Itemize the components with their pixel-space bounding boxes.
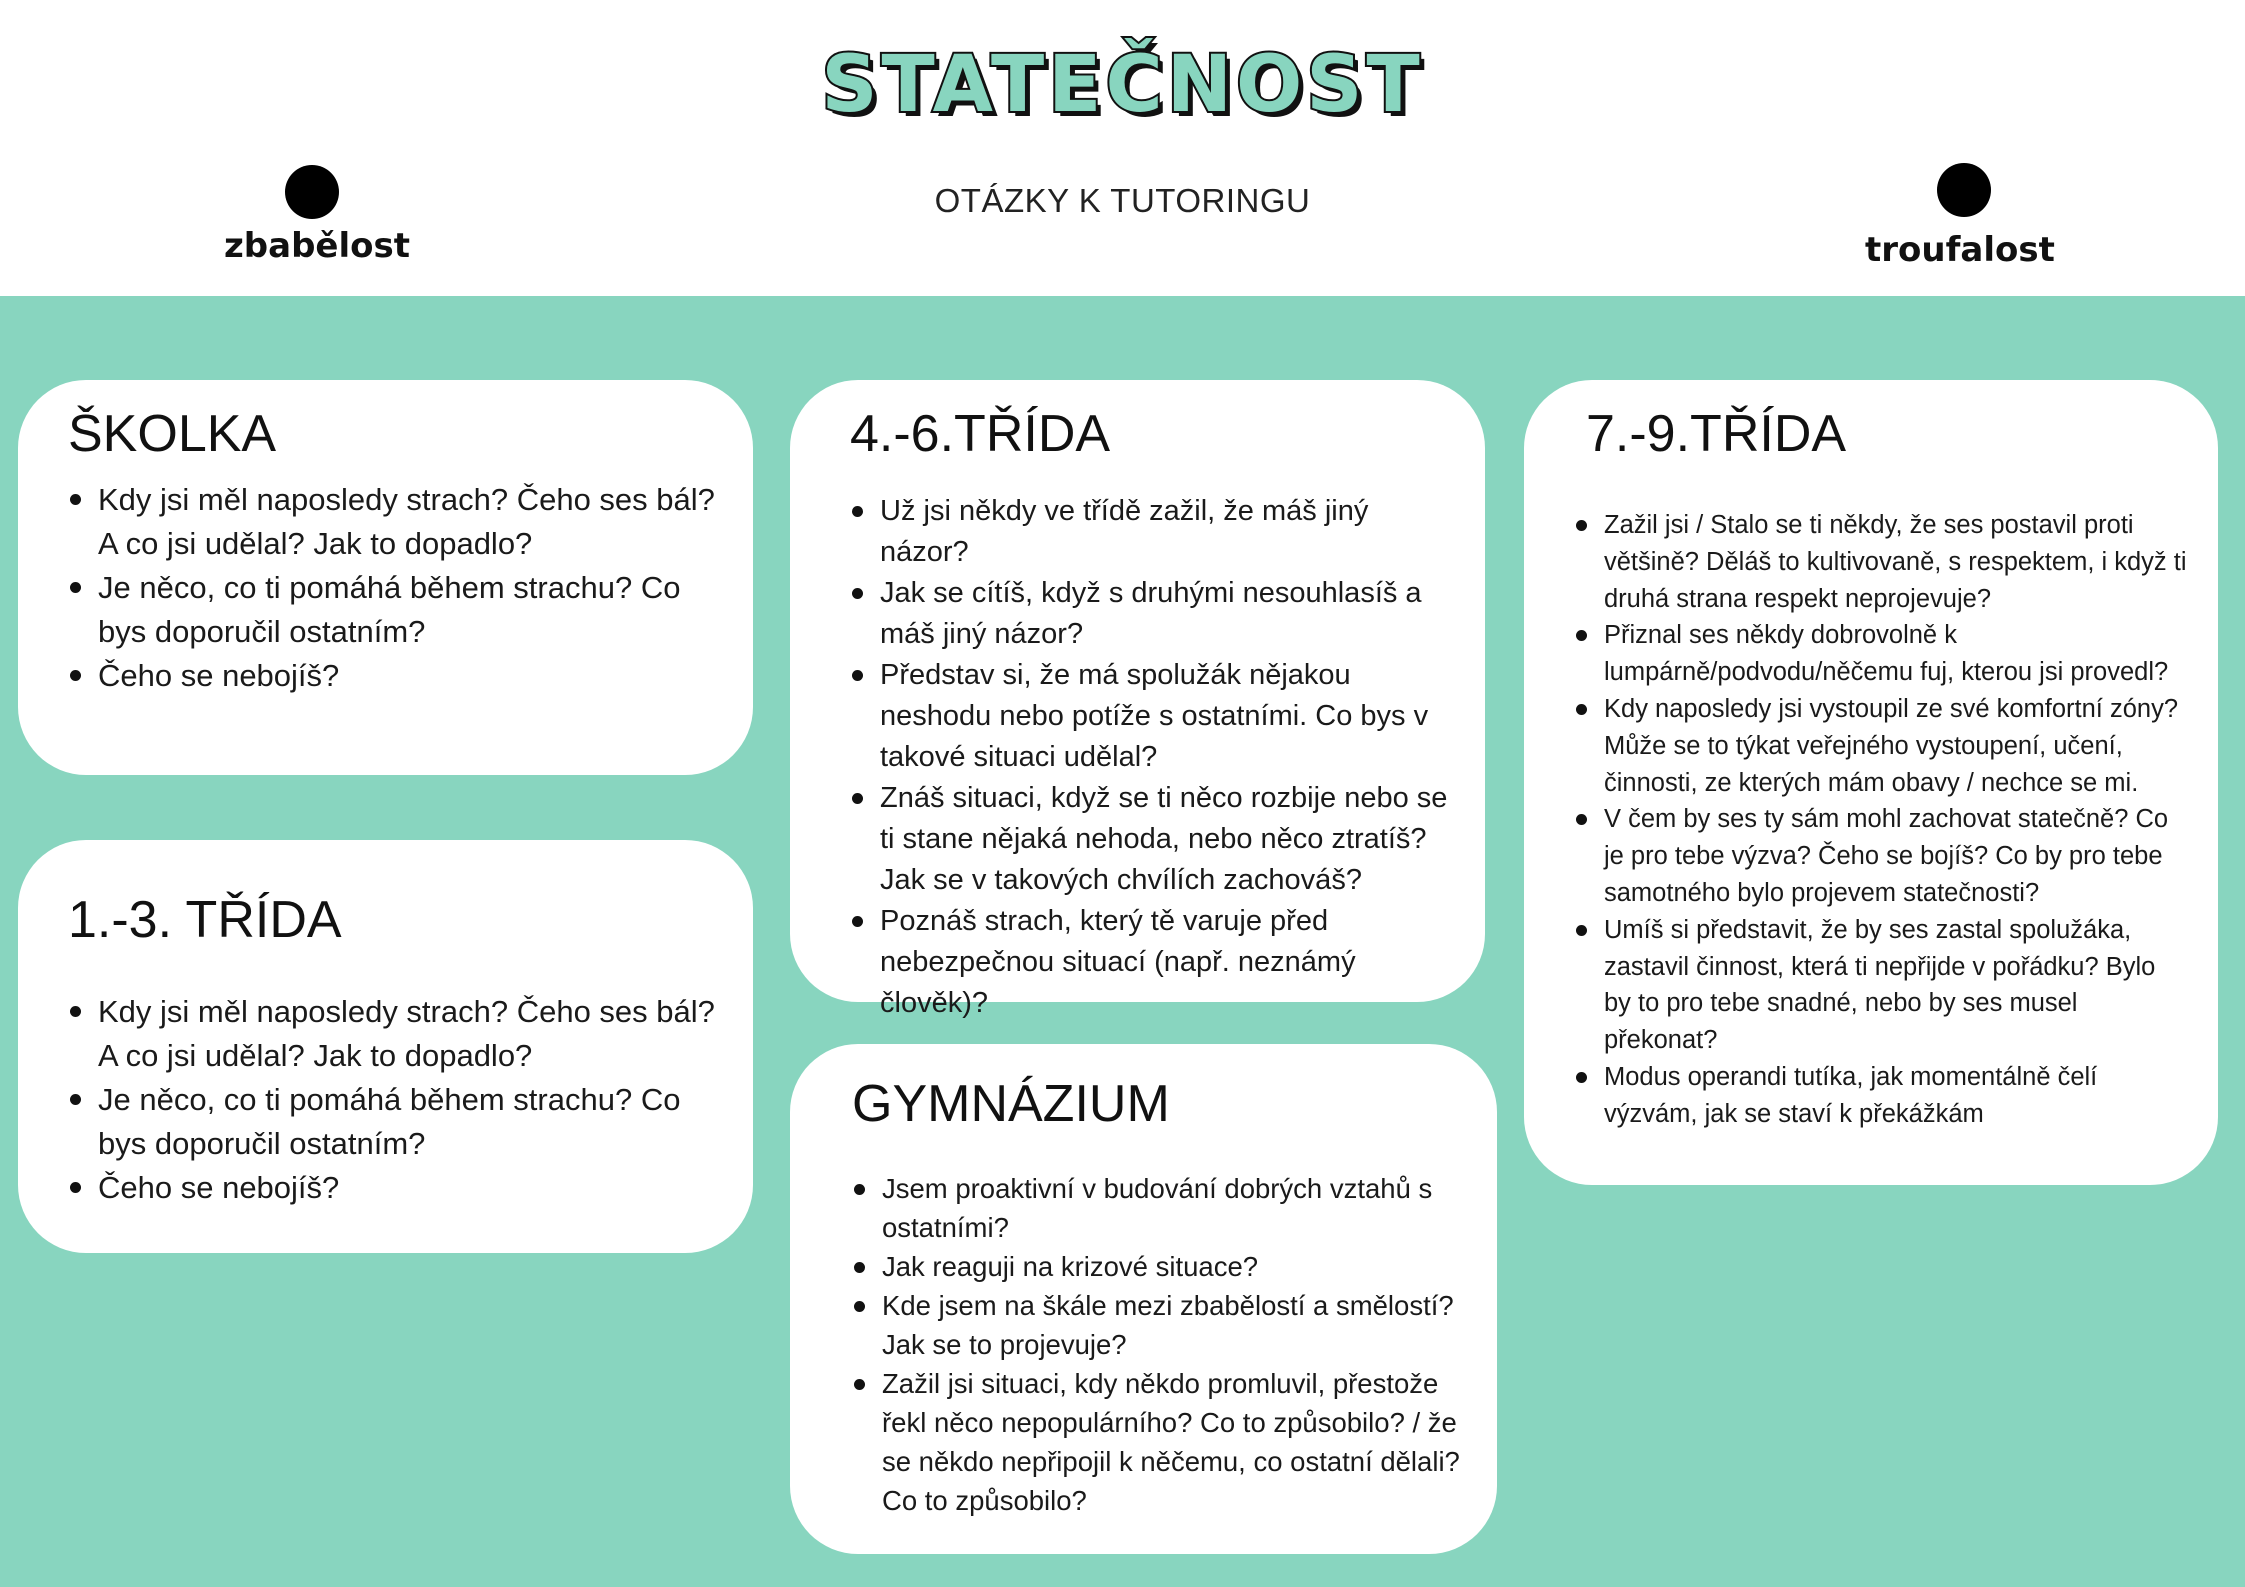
list-item: Přiznal ses někdy dobrovolně k lumpárně/podvodu/něčemu fuj, kterou jsi provedl? <box>1574 617 2189 691</box>
list-item: Kdy jsi měl naposledy strach? Čeho ses bál? A co jsi udělal? Jak to dopadlo? <box>68 990 733 1078</box>
list-item: Umíš si představit, že by ses zastal spolužáka, zastavil činnost, která ti nepřijde v pořádku? Bylo by to pro tebe snadné, nebo by ses musel překonat? <box>1574 912 2189 1059</box>
card-gymnazium <box>790 1044 1497 1554</box>
scale-right-dot <box>1937 163 1991 217</box>
list-item: Představ si, že má spolužák nějakou neshodu nebo potíže s ostatními. Co bys v takové situaci udělal? <box>850 655 1455 778</box>
card-trida-1-3-list <box>68 990 733 1210</box>
card-trida-7-9-list <box>1574 507 2189 1133</box>
card-skolka <box>18 380 753 775</box>
list-item: Kdy jsi měl naposledy strach? Čeho ses bál? A co jsi udělal? Jak to dopadlo? <box>68 478 733 566</box>
card-trida-4-6-list <box>850 491 1455 1024</box>
list-item: Modus operandi tutíka, jak momentálně čelí výzvám, jak se staví k překážkám <box>1574 1059 2189 1133</box>
card-trida-7-9-title: 7.-9.TŘÍDA <box>1586 405 1847 463</box>
list-item: Jak se cítíš, když s druhými nesouhlasíš a máš jiný názor? <box>850 573 1455 655</box>
page-title: STATEČNOST <box>821 40 1424 130</box>
card-skolka-list <box>68 478 733 698</box>
card-skolka-title: ŠKOLKA <box>68 405 277 463</box>
list-item: Čeho se nebojíš? <box>68 654 733 698</box>
list-item: Jsem proaktivní v budování dobrých vztahů s ostatními? <box>852 1169 1462 1247</box>
list-item: Zažil jsi situaci, kdy někdo promluvil, přestože řekl něco nepopulárního? Co to způsobilo? / že se někdo nepřipojil k něčemu, co ostatní dělali? Co to způsobilo? <box>852 1364 1462 1520</box>
card-trida-7-9 <box>1524 380 2218 1185</box>
card-trida-1-3-title: 1.-3. TŘÍDA <box>68 891 342 949</box>
card-trida-4-6 <box>790 380 1485 1019</box>
header <box>0 0 2245 296</box>
list-item: Čeho se nebojíš? <box>68 1166 733 1210</box>
scale-left-label: zbabělost <box>224 226 410 266</box>
list-item: Jak reaguji na krizové situace? <box>852 1247 1462 1286</box>
list-item: Už jsi někdy ve třídě zažil, že máš jiný názor? <box>850 491 1455 573</box>
list-item: Zažil jsi / Stalo se ti někdy, že ses postavil proti většině? Děláš to kultivovaně, s respektem, i když ti druhá strana respekt neprojevuje? <box>1574 507 2189 617</box>
list-item: Znáš situaci, když se ti něco rozbije nebo se ti stane nějaká nehoda, nebo něco ztratíš? Jak se v takových chvílích zachováš? <box>850 778 1455 901</box>
card-trida-4-6-title: 4.-6.TŘÍDA <box>850 405 1111 463</box>
card-gymnazium-title: GYMNÁZIUM <box>852 1075 1170 1133</box>
list-item: V čem by ses ty sám mohl zachovat statečně? Co je pro tebe výzva? Čeho se bojíš? Co by pro tebe samotného bylo projevem statečnosti? <box>1574 801 2189 911</box>
list-item: Je něco, co ti pomáhá během strachu? Co bys doporučil ostatním? <box>68 1078 733 1166</box>
scale-right-label: troufalost <box>1865 230 2055 270</box>
list-item: Je něco, co ti pomáhá během strachu? Co bys doporučil ostatním? <box>68 566 733 654</box>
card-trida-1-3 <box>18 840 753 1253</box>
subtitle: OTÁZKY K TUTORINGU <box>934 182 1311 219</box>
card-gymnazium-list <box>852 1169 1462 1520</box>
list-item: Kdy naposledy jsi vystoupil ze své komfortní zóny? Může se to týkat veřejného vystoupení, učení, činnosti, ze kterých mám obavy / nechce se mi. <box>1574 691 2189 801</box>
list-item: Kde jsem na škále mezi zbabělostí a smělostí? Jak se to projevuje? <box>852 1286 1462 1364</box>
list-item: Poznáš strach, který tě varuje před nebezpečnou situací (např. neznámý člověk)? <box>850 901 1455 1024</box>
